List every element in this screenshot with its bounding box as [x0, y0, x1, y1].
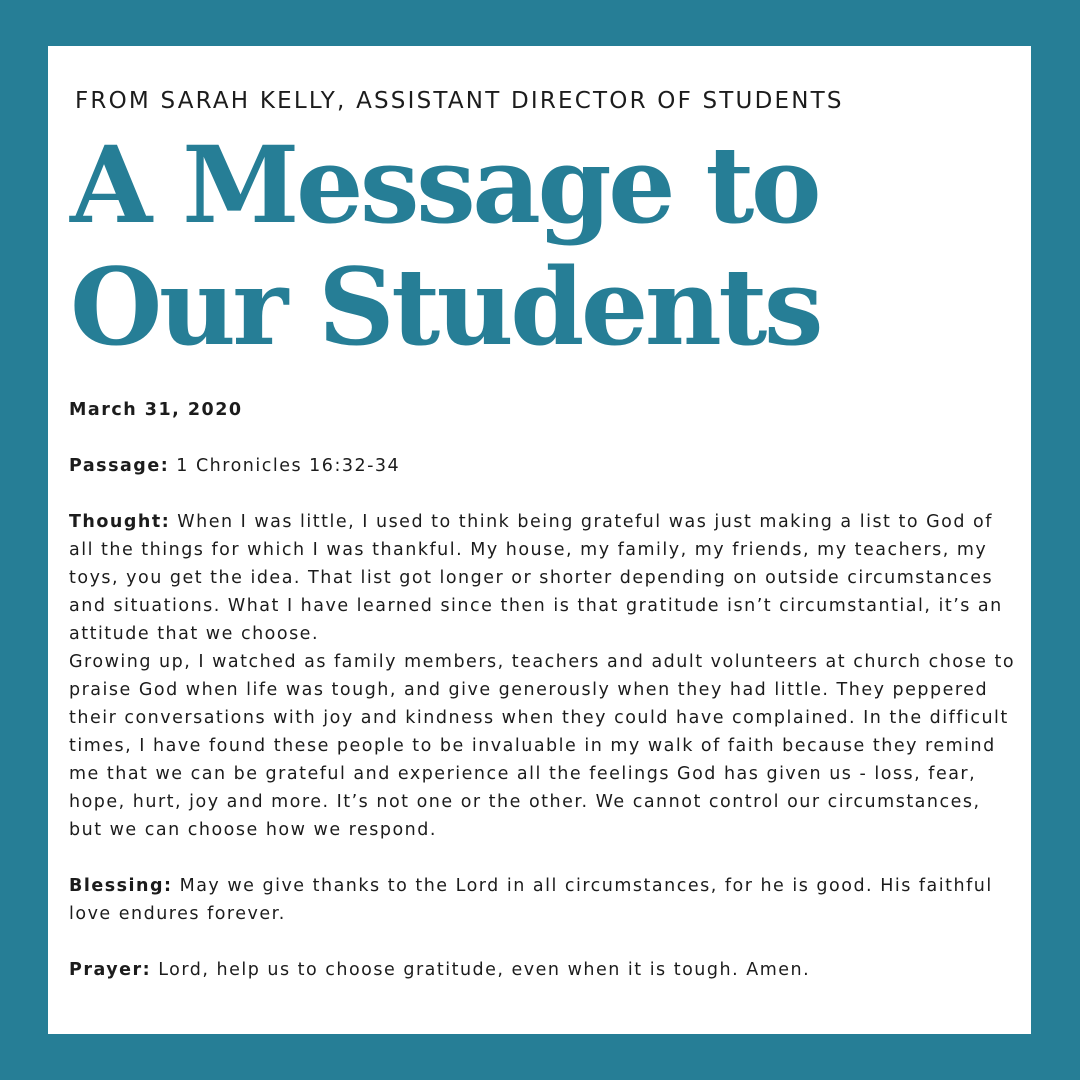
thought-label: Thought: — [69, 512, 171, 532]
blessing-text: May we give thanks to the Lord in all circumstances, for he is good. His faithful love endures forever. — [69, 876, 993, 924]
passage-text: 1 Chronicles 16:32-34 — [169, 456, 401, 476]
thought-paragraph-2: Growing up, I watched as family members, teachers and adult volunteers at church chose to praise God when life was tough, and give generously when they had little. They peppered their conversations with joy and kindness when they could have complained. In the difficult times, I have found these people to be invaluable in my walk of faith because they remind me that we can be grateful and experience all the feelings God has given us - loss, fear, hope, hurt, joy and more. It’s not one or the other. We cannot control our circumstances, but we can choose how we respond. — [69, 652, 1016, 840]
message-body — [69, 396, 1019, 1012]
title-line-1: A Message to — [70, 122, 819, 247]
thought-section — [69, 508, 1019, 648]
prayer-label: Prayer: — [69, 960, 152, 980]
thought-paragraph-1: When I was little, I used to think being grateful was just making a list to God of all the things for which I was thankful. My house, my family, my friends, my teachers, my toys, you get the idea. That list got longer or shorter depending on outside circumstances and situations. What I have learned since then is that gratitude isn’t circumstantial, it’s an attitude that we choose. — [69, 512, 1003, 644]
byline: FROM SARAH KELLY, ASSISTANT DIRECTOR OF STUDENTS — [75, 88, 844, 114]
blessing-section — [69, 872, 1019, 928]
passage-label: Passage: — [69, 456, 170, 476]
prayer-section — [69, 956, 1019, 984]
message-card — [48, 46, 1031, 1034]
message-date: March 31, 2020 — [69, 400, 243, 420]
passage-section — [69, 452, 1019, 480]
blessing-label: Blessing: — [69, 876, 173, 896]
title-line-2: Our Students — [70, 244, 820, 369]
prayer-text: Lord, help us to choose gratitude, even when it is tough. Amen. — [151, 960, 811, 980]
page-title — [70, 124, 820, 368]
